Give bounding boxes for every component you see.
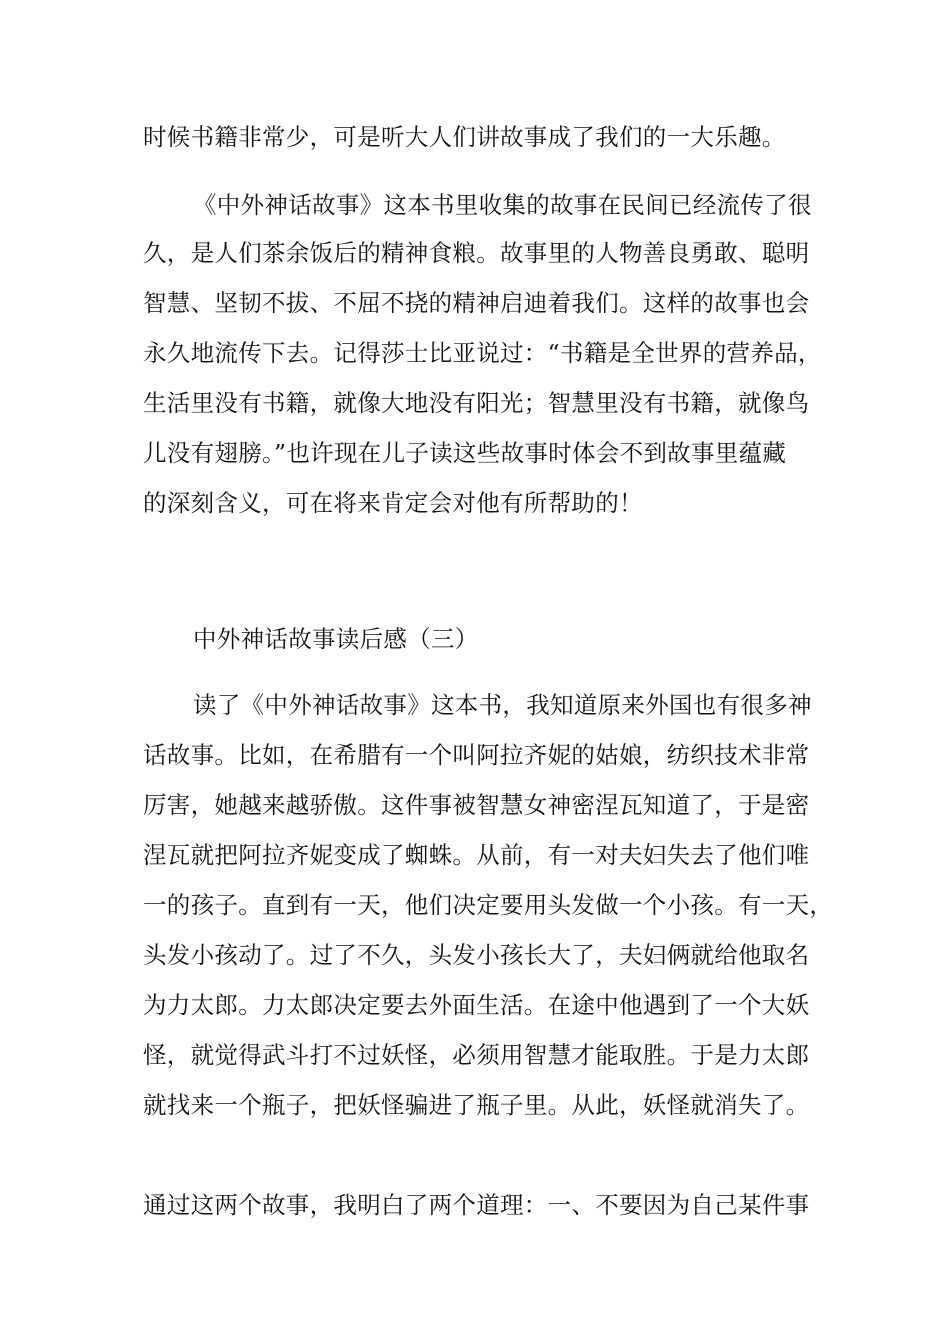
text-line: 智慧、坚韧不拔、不屈不挠的精神启迪着我们。这样的故事也会 [143, 289, 810, 317]
text-line: 就找来一个瓶子，把妖怪骗进了瓶子里。从此，妖怪就消失了。 [143, 1091, 810, 1119]
text-line: 的深刻含义，可在将来肯定会对他有所帮助的！ [143, 489, 643, 517]
text-line: 《中外神话故事》这本书里收集的故事在民间已经流传了很 [193, 191, 812, 219]
text-line: 为力太郎。力太郎决定要去外面生活。在途中他遇到了一个大妖 [143, 991, 810, 1019]
text-line: 话故事。比如，在希腊有一个叫阿拉齐妮的姑娘，纺织技术非常 [143, 741, 810, 769]
text-line: 怪，就觉得武斗打不过妖怪，必须用智慧才能取胜。于是力太郎 [143, 1041, 810, 1069]
text-line: 通过这两个故事，我明白了两个道理：一、不要因为自己某件事 [143, 1191, 810, 1219]
text-line: 永久地流传下去。记得莎士比亚说过：“书籍是全世界的营养品， [143, 339, 822, 367]
text-line: 涅瓦就把阿拉齐妮变成了蜘蛛。从前，有一对夫妇失去了他们唯 [143, 841, 810, 869]
text-line: 久，是人们茶余饭后的精神食粮。故事里的人物善良勇敢、聪明 [143, 239, 810, 267]
section-title: 中外神话故事读后感（三） [193, 625, 479, 653]
text-line: 一的孩子。直到有一天，他们决定要用头发做一个小孩。有一天， [143, 891, 834, 919]
text-line: 读了《中外神话故事》这本书，我知道原来外国也有很多神 [193, 691, 812, 719]
text-line: 厉害，她越来越骄傲。这件事被智慧女神密涅瓦知道了，于是密 [143, 791, 810, 819]
text-line: 儿没有翅膀。”也许现在儿子读这些故事时体会不到故事里蕴藏 [143, 439, 787, 467]
text-line: 头发小孩动了。过了不久，头发小孩长大了，夫妇俩就给他取名 [143, 941, 810, 969]
text-line: 生活里没有书籍，就像大地没有阳光；智慧里没有书籍，就像鸟 [143, 389, 810, 417]
text-line: 时候书籍非常少，可是听大人们讲故事成了我们的一大乐趣。 [143, 123, 786, 151]
